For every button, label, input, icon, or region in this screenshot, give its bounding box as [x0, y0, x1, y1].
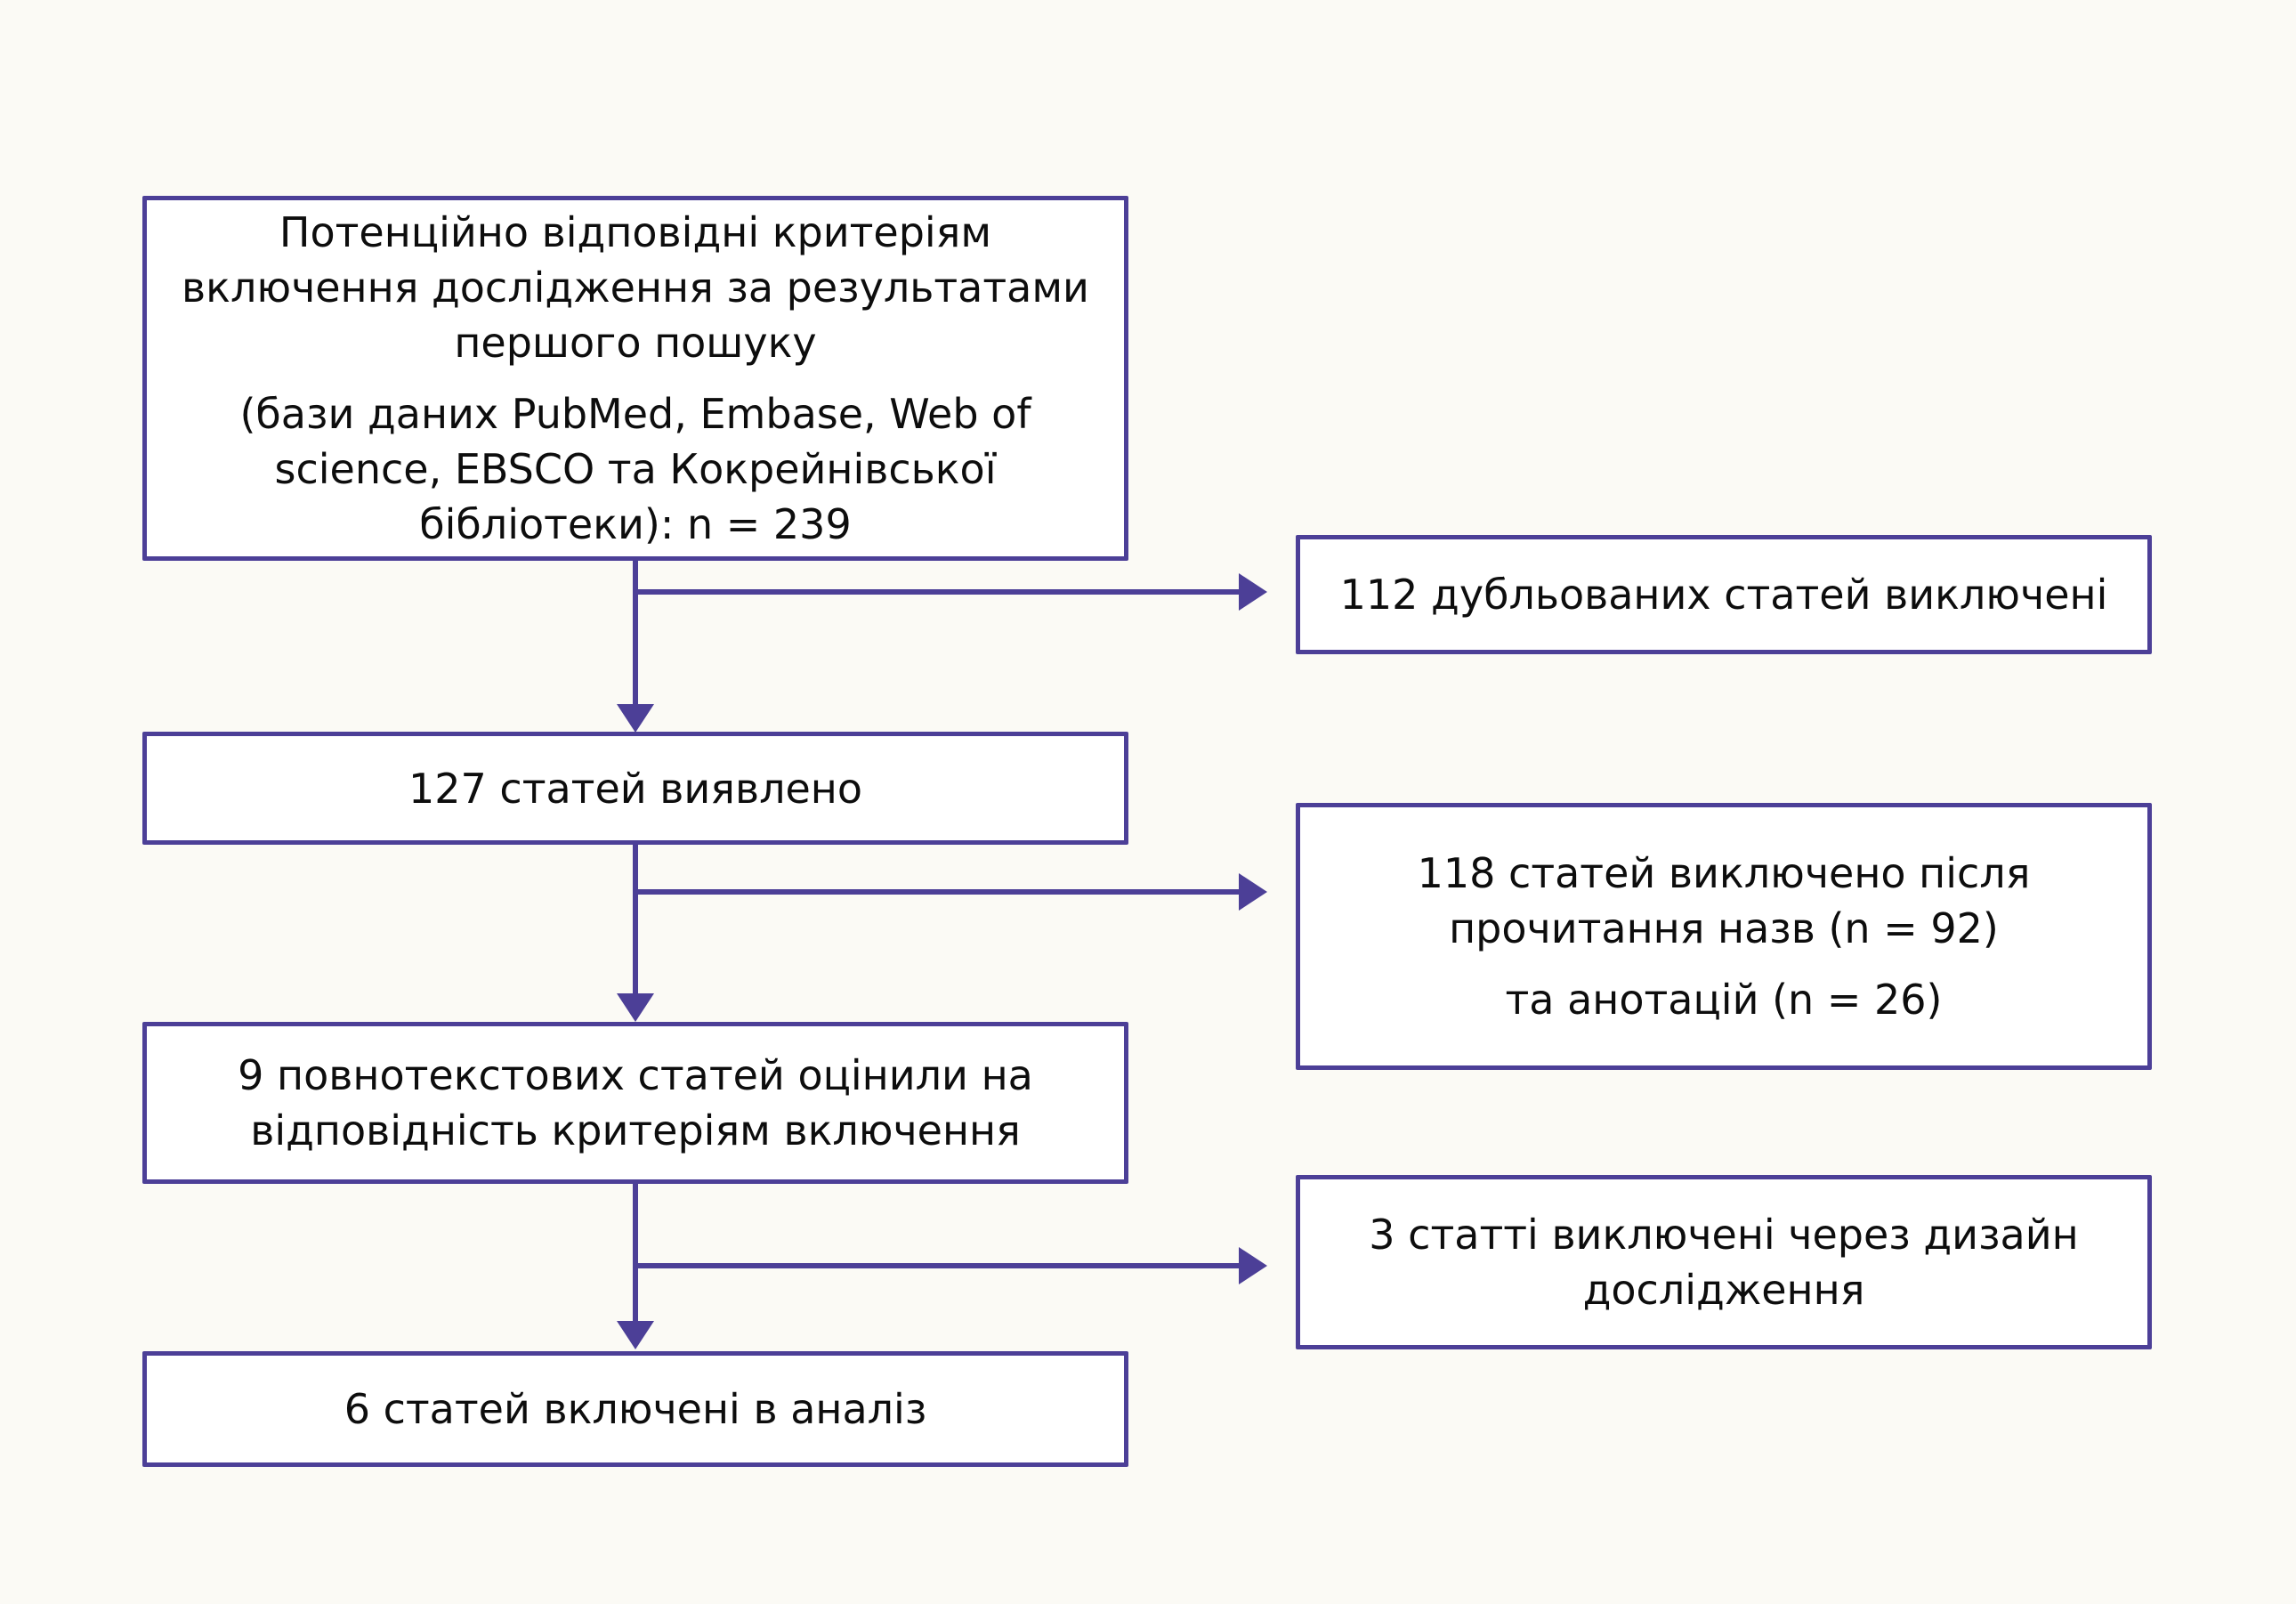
text-line: дослідження	[1582, 1266, 1865, 1314]
arrowhead-right-duplicates	[1239, 573, 1267, 611]
articles-identified-paragraph	[408, 761, 862, 816]
text-line: бібліотеки): n = 239	[419, 500, 852, 548]
node-duplicates-excluded	[1296, 535, 2152, 654]
node-initial-search	[142, 196, 1128, 561]
fulltext-assessed-paragraph	[238, 1048, 1033, 1158]
text-line: science, EBSCO та Кокрейнівської	[274, 445, 997, 493]
text-line: 127 статей виявлено	[408, 764, 863, 813]
text-line: 3 статті виключені через дизайн	[1369, 1211, 2079, 1259]
text-line: відповідність критеріям включення	[250, 1106, 1021, 1154]
text-line: 6 статей включені в аналіз	[344, 1385, 927, 1433]
duplicates-excluded-paragraph	[1340, 567, 2108, 622]
connector-branch-design-line	[633, 1263, 1240, 1268]
text-line: прочитання назв (n = 92)	[1449, 904, 1999, 952]
text-line: 9 повнотекстових статей оцінили на	[238, 1051, 1033, 1099]
text-line: та анотацій (n = 26)	[1505, 976, 1943, 1024]
node-design-excluded	[1296, 1175, 2152, 1349]
arrowhead-down-identified	[617, 704, 654, 733]
connector-initial-to-identified-line	[633, 561, 638, 706]
title-abstract-excluded-paragraph-2	[1506, 972, 1943, 1027]
arrowhead-down-fulltext	[617, 993, 654, 1022]
arrowhead-right-title-abstract	[1239, 873, 1267, 911]
initial-search-paragraph-1	[182, 205, 1089, 370]
connector-identified-to-fulltext-line	[633, 845, 638, 995]
design-excluded-paragraph	[1369, 1207, 2078, 1317]
text-line: першого пошуку	[454, 319, 817, 367]
text-line: 112 дубльованих статей виключені	[1339, 571, 2108, 619]
title-abstract-excluded-paragraph-1	[1418, 846, 2031, 956]
initial-search-paragraph-2	[239, 386, 1031, 552]
arrowhead-right-design	[1239, 1247, 1267, 1284]
text-line: включення дослідження за результатами	[182, 263, 1089, 312]
text-line: (бази даних PubMed, Embase, Web of	[239, 390, 1031, 438]
text-line: Потенційно відповідні критеріям	[279, 208, 992, 256]
node-included-in-analysis	[142, 1351, 1128, 1467]
node-title-abstract-excluded	[1296, 803, 2152, 1070]
node-articles-identified	[142, 732, 1128, 845]
connector-branch-title-abstract-line	[633, 889, 1240, 895]
included-in-analysis-paragraph	[344, 1381, 927, 1437]
node-fulltext-assessed	[142, 1022, 1128, 1184]
connector-fulltext-to-included-line	[633, 1184, 638, 1323]
text-line: 118 статей виключено після	[1417, 849, 2031, 897]
connector-branch-duplicates-line	[633, 589, 1240, 595]
arrowhead-down-included	[617, 1321, 654, 1349]
